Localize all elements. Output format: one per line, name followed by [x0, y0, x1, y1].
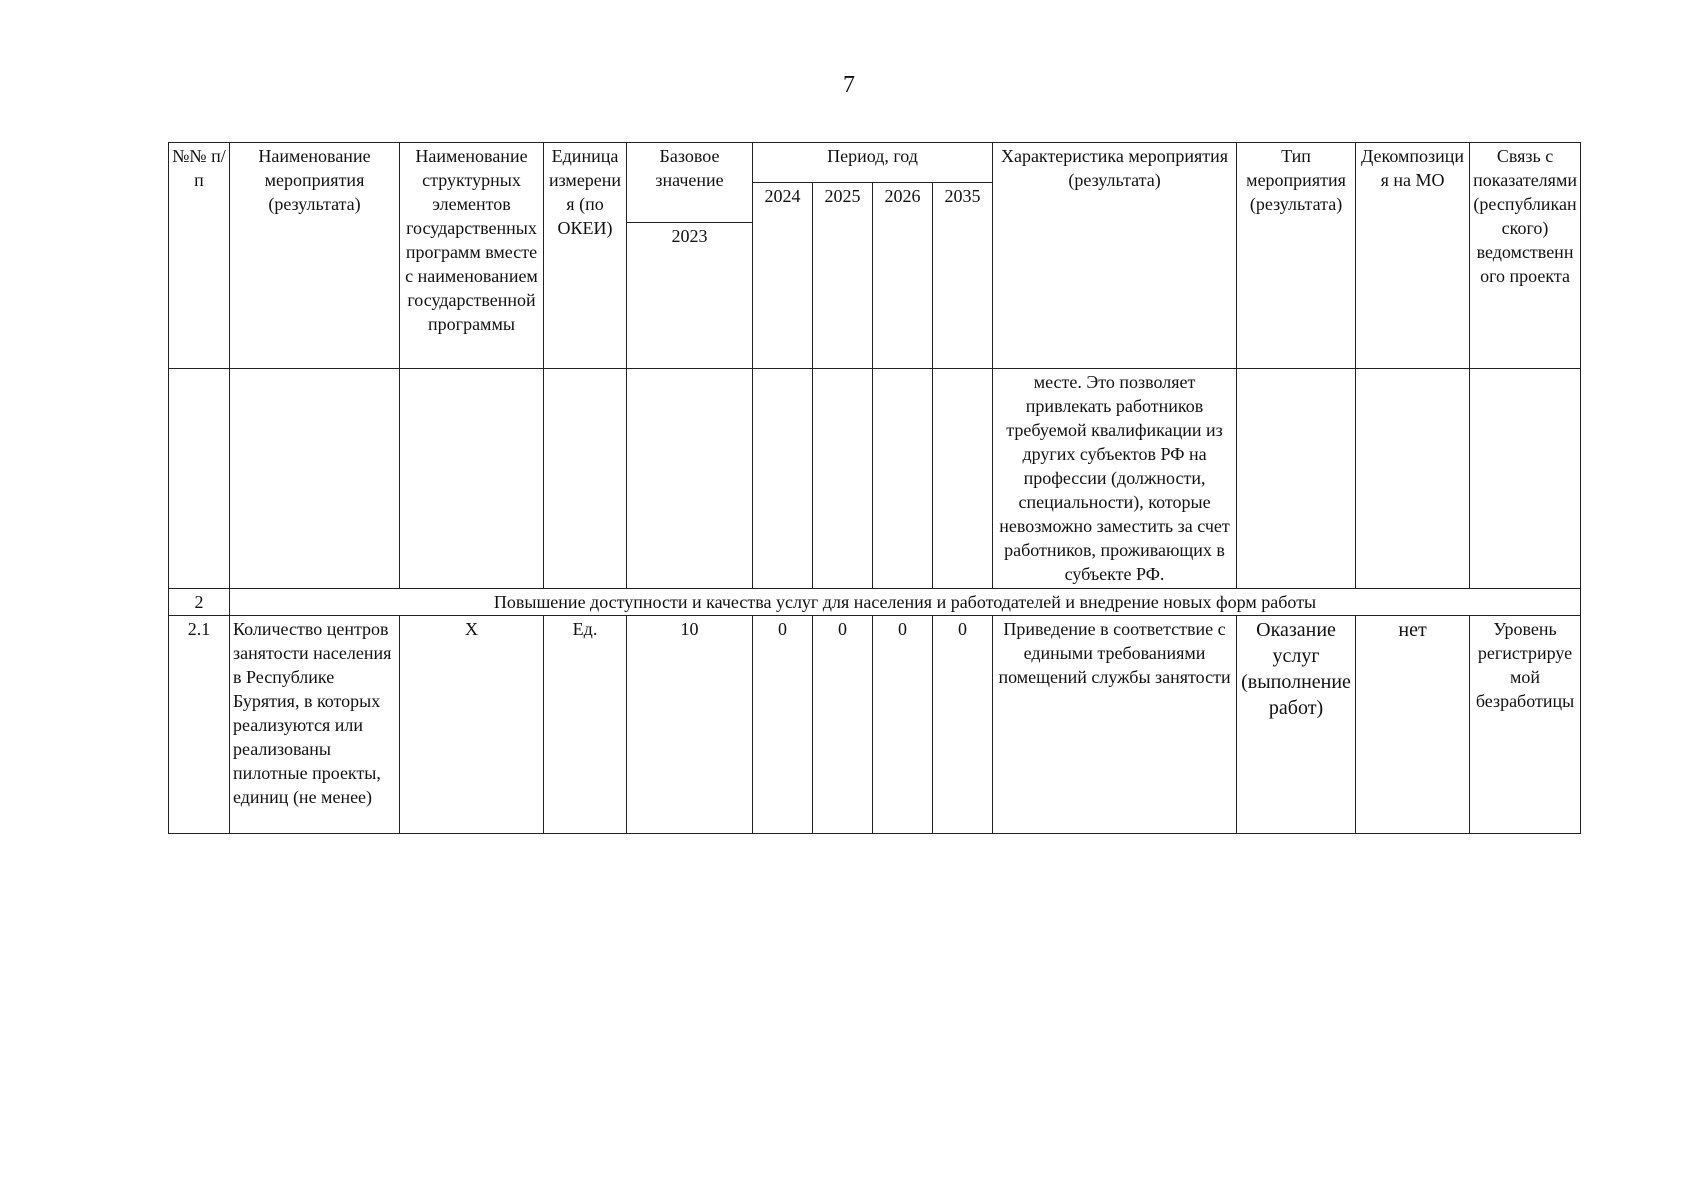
- section-row: [169, 589, 1581, 616]
- section-num: 2: [169, 589, 230, 616]
- row-struct: Х: [400, 616, 544, 834]
- header-characteristic: Характеристика мероприятия (результата): [993, 143, 1237, 369]
- table-row: [169, 369, 1581, 589]
- row-num: 2.1: [169, 616, 230, 834]
- row-type: Оказание услуг (выполнение работ): [1237, 616, 1356, 834]
- header-link: Связь с показателями (республиканского) ведомственного проекта: [1470, 143, 1581, 369]
- header-struct: Наименование структурных элементов государственных программ вместе с наименованием государственной программы: [400, 143, 544, 369]
- continuation-characteristic: месте. Это позволяет привлекать работников требуемой квалификации из других субъектов РФ на профессии (должности, специальности), которые невозможно заместить за счет работников, проживающих в субъекте РФ.: [993, 369, 1237, 589]
- header-num: №№ п/п: [169, 143, 230, 369]
- header-base: Базовое значение: [627, 143, 753, 223]
- row-2025: 0: [813, 616, 873, 834]
- section-title: Повышение доступности и качества услуг для населения и работодателей и внедрение новых форм работы: [230, 589, 1581, 616]
- header-year-2035: 2035: [933, 183, 993, 369]
- header-year-2024: 2024: [753, 183, 813, 369]
- header-year-2025: 2025: [813, 183, 873, 369]
- row-characteristic: Приведение в соответствие с едиными требованиями помещений службы занятости: [993, 616, 1237, 834]
- row-link: Уровень регистрируемой безработицы: [1470, 616, 1581, 834]
- header-name: Наименование мероприятия (результата): [230, 143, 400, 369]
- header-unit: Единица измерения (по ОКЕИ): [544, 143, 627, 369]
- header-decomp: Декомпозиция на МО: [1356, 143, 1470, 369]
- header-type: Тип мероприятия (результата): [1237, 143, 1356, 369]
- row-2035: 0: [933, 616, 993, 834]
- table-row: [169, 616, 1581, 834]
- measures-table: [168, 142, 1581, 834]
- header-year-2026: 2026: [873, 183, 933, 369]
- row-2024: 0: [753, 616, 813, 834]
- page-number: 7: [843, 72, 855, 98]
- header-base-year: 2023: [627, 223, 753, 369]
- row-unit: Ед.: [544, 616, 627, 834]
- row-2026: 0: [873, 616, 933, 834]
- row-name: Количество центров занятости населения в Республике Бурятия, в которых реализуются или реализованы пилотные проекты, единиц (не менее): [230, 616, 400, 834]
- header-period: Период, год: [753, 143, 993, 183]
- row-decomp: нет: [1356, 616, 1470, 834]
- row-base: 10: [627, 616, 753, 834]
